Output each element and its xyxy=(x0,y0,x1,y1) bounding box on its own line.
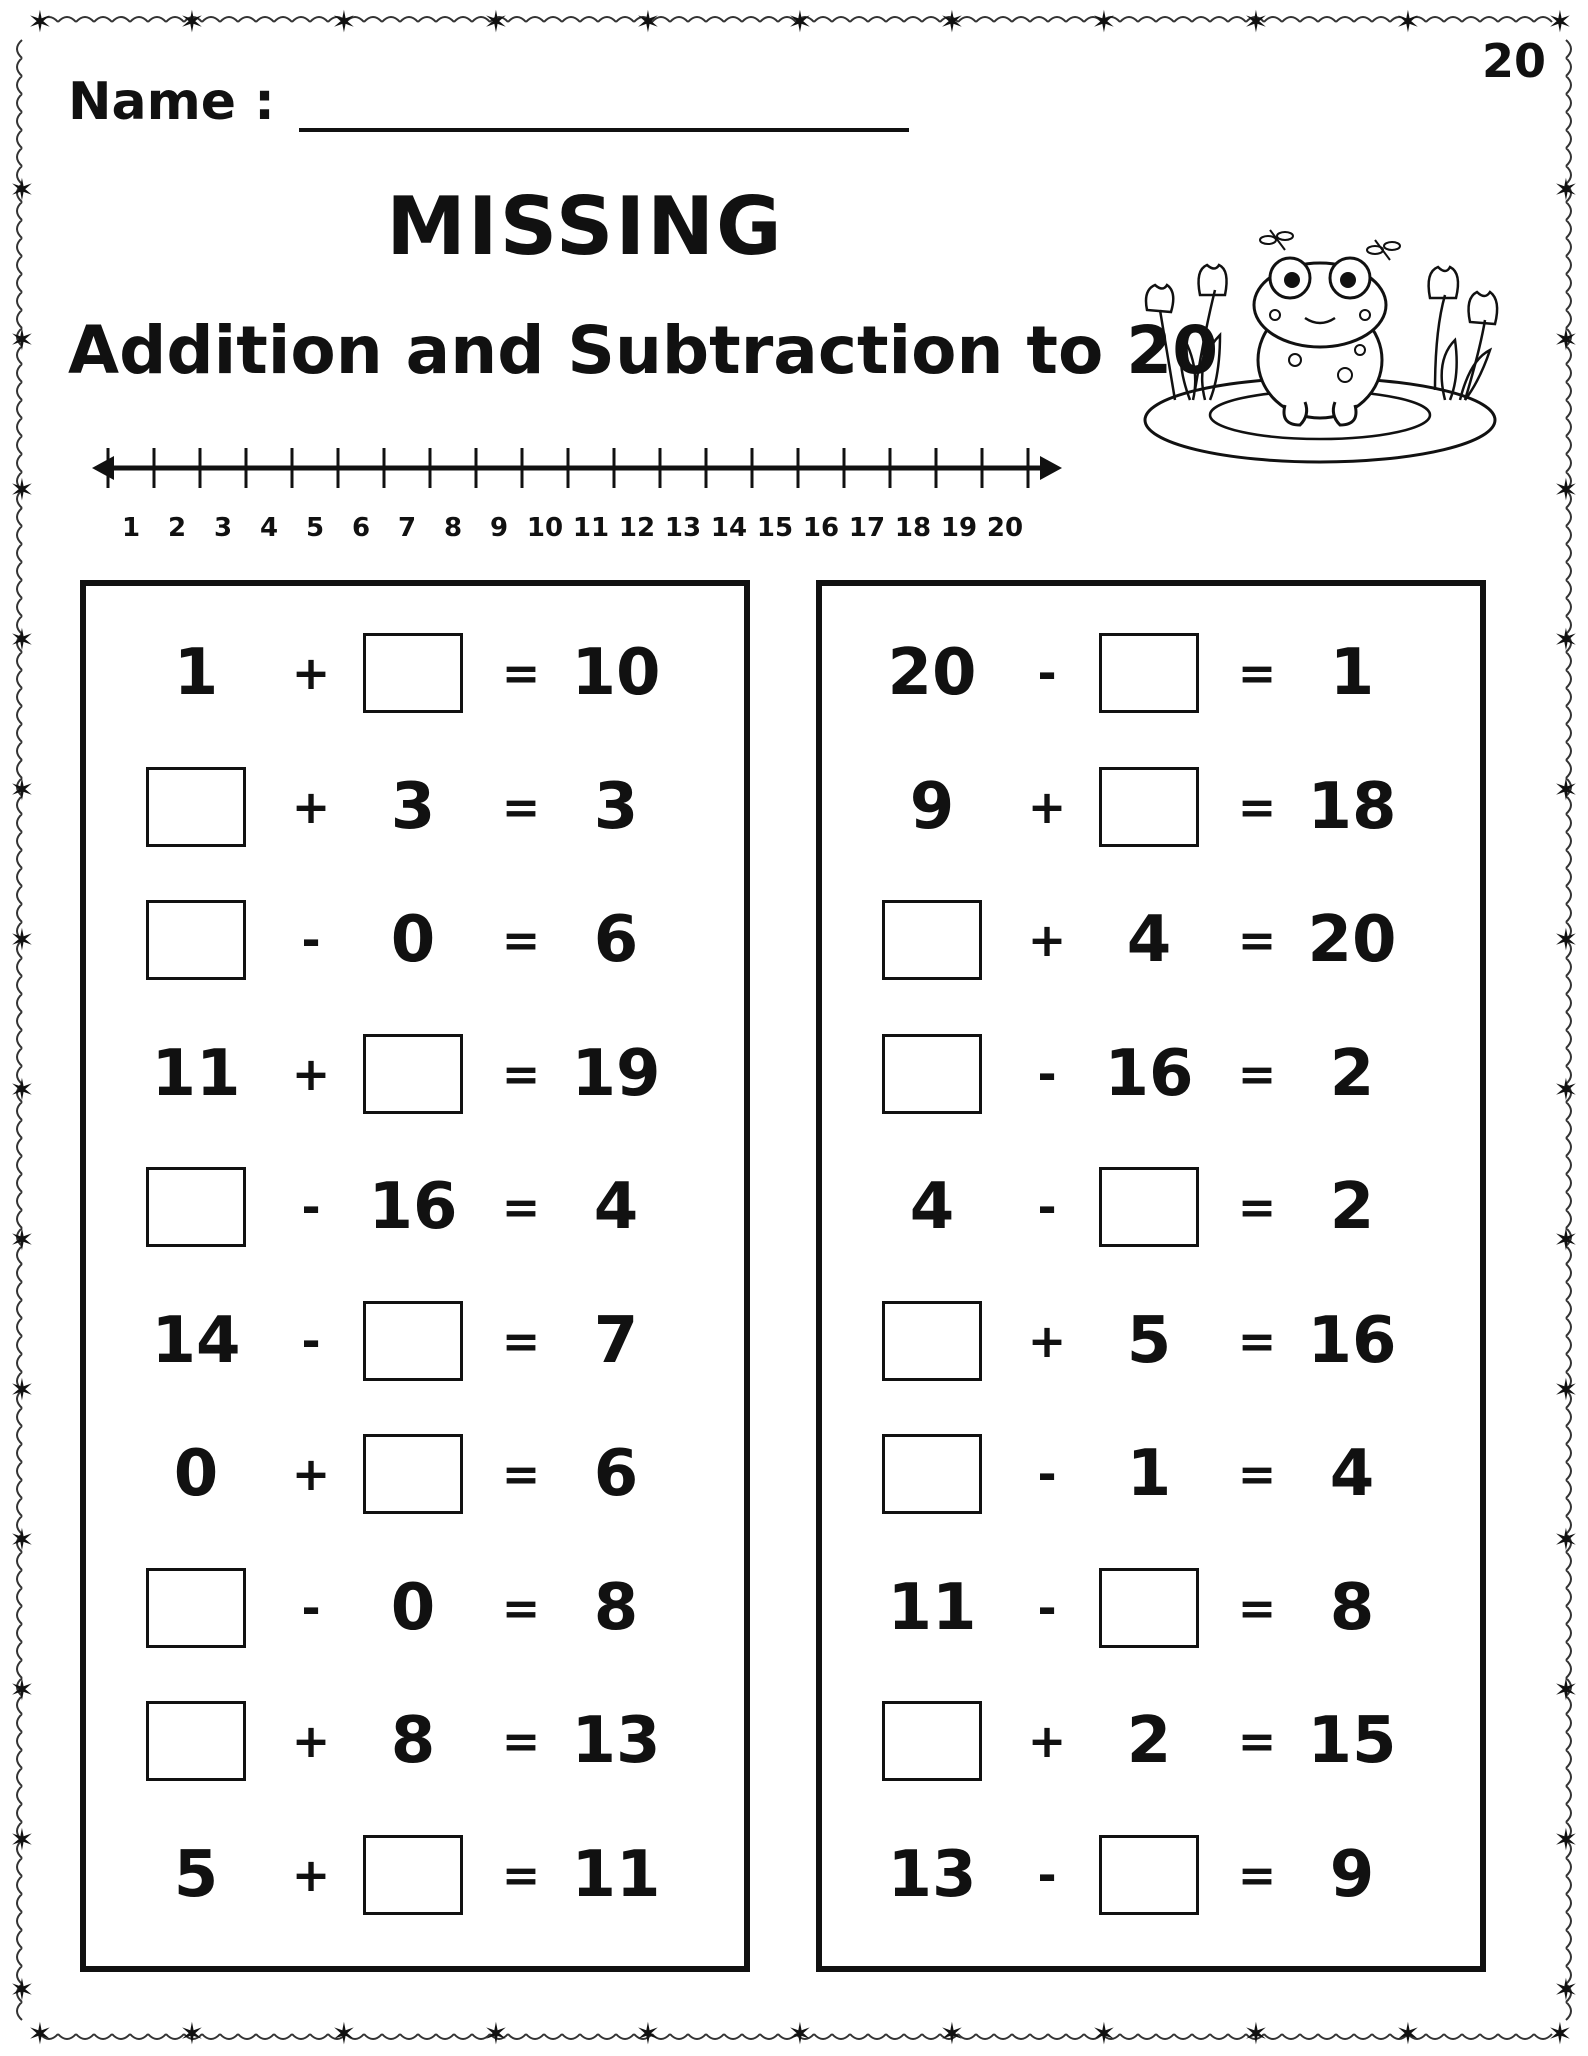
star-icon: ✶ xyxy=(1553,473,1579,508)
result-number: 18 xyxy=(1307,769,1397,844)
answer-box-cell xyxy=(1094,1565,1204,1651)
second-number: 3 xyxy=(390,769,436,844)
number-line-label: 1 xyxy=(121,513,141,543)
answer-box[interactable] xyxy=(1099,1167,1199,1247)
arrow-left-icon xyxy=(92,456,114,480)
equation-row xyxy=(86,897,744,983)
equation-row xyxy=(86,1164,744,1250)
answer-box[interactable] xyxy=(882,1701,982,1781)
star-icon: ✶ xyxy=(9,773,35,808)
operator-sign: - xyxy=(301,1180,321,1234)
name-row xyxy=(68,72,909,132)
star-icon: ✶ xyxy=(9,323,35,358)
star-icon: ✶ xyxy=(1395,2017,1421,2052)
star-icon: ✶ xyxy=(483,5,509,40)
star-icon: ✶ xyxy=(939,2017,965,2052)
result-number: 4 xyxy=(593,1170,639,1244)
answer-box[interactable] xyxy=(146,1701,246,1781)
right-problem-panel xyxy=(816,580,1486,1972)
answer-box-cell xyxy=(358,1298,468,1384)
star-icon: ✶ xyxy=(9,1973,35,2008)
star-icon: ✶ xyxy=(1553,923,1579,958)
operator-sign: + xyxy=(291,1714,331,1768)
answer-box-cell xyxy=(877,1031,987,1117)
star-icon: ✶ xyxy=(9,923,35,958)
equation-row xyxy=(822,1698,1480,1784)
operator-sign: - xyxy=(1037,1447,1057,1501)
left-problem-panel xyxy=(80,580,750,1972)
star-icon: ✶ xyxy=(1547,2017,1573,2052)
star-icon: ✶ xyxy=(1553,323,1579,358)
operator-sign: - xyxy=(1037,1180,1057,1234)
star-icon: ✶ xyxy=(1553,1523,1579,1558)
answer-box[interactable] xyxy=(1099,1835,1199,1915)
number-line-label: 6 xyxy=(351,513,371,543)
star-icon: ✶ xyxy=(1553,773,1579,808)
star-icon: ✶ xyxy=(331,5,357,40)
number-line-label: 4 xyxy=(259,513,279,543)
equals-sign: = xyxy=(501,913,541,967)
number-line-label: 13 xyxy=(664,513,702,543)
first-number: 0 xyxy=(173,1437,219,1511)
equation-row xyxy=(822,764,1480,850)
equation-row xyxy=(86,1431,744,1517)
equation-row xyxy=(86,1832,744,1918)
answer-box-cell xyxy=(1094,1832,1204,1918)
answer-box[interactable] xyxy=(1099,633,1199,713)
operator-sign: + xyxy=(291,779,331,834)
first-number: 1 xyxy=(173,636,219,710)
equals-sign: = xyxy=(501,1714,541,1768)
answer-box[interactable] xyxy=(363,1301,463,1381)
star-icon: ✶ xyxy=(635,5,661,40)
answer-box[interactable] xyxy=(363,633,463,713)
star-icon: ✶ xyxy=(1553,1673,1579,1708)
equation-row xyxy=(822,1298,1480,1384)
star-icon: ✶ xyxy=(27,5,53,40)
equals-sign: = xyxy=(1237,1714,1277,1768)
answer-box-cell xyxy=(1094,764,1204,850)
number-line-label: 18 xyxy=(894,513,932,543)
second-number: 2 xyxy=(1126,1704,1172,1778)
answer-box[interactable] xyxy=(146,1568,246,1648)
equation-row xyxy=(86,1298,744,1384)
page-title: MISSING xyxy=(386,180,784,273)
answer-box[interactable] xyxy=(1099,1568,1199,1648)
result-number: 8 xyxy=(1329,1570,1375,1645)
number-line-label: 16 xyxy=(802,513,840,543)
operator-sign: - xyxy=(1037,1046,1057,1101)
operator-sign: + xyxy=(1027,913,1067,967)
equation-row xyxy=(86,630,744,716)
number-line-label: 2 xyxy=(167,513,187,543)
equation-row xyxy=(86,1698,744,1784)
result-number: 15 xyxy=(1307,1704,1397,1778)
equals-sign: = xyxy=(1237,913,1277,967)
star-icon: ✶ xyxy=(1395,5,1421,40)
star-icon: ✶ xyxy=(9,1823,35,1858)
equals-sign: = xyxy=(501,1313,541,1368)
result-number: 2 xyxy=(1329,1036,1375,1111)
result-number: 6 xyxy=(593,903,639,977)
answer-box-cell xyxy=(877,1431,987,1517)
frog-on-lily-pad-icon xyxy=(1135,210,1505,470)
star-icon: ✶ xyxy=(179,2017,205,2052)
equals-sign: = xyxy=(501,779,541,834)
answer-box[interactable] xyxy=(882,1034,982,1114)
number-line-label: 9 xyxy=(489,513,509,543)
result-number: 19 xyxy=(571,1036,661,1111)
answer-box-cell xyxy=(358,1031,468,1117)
star-icon: ✶ xyxy=(1547,5,1573,40)
result-number: 8 xyxy=(593,1570,639,1645)
star-icon: ✶ xyxy=(9,1223,35,1258)
answer-box[interactable] xyxy=(363,1034,463,1114)
equals-sign: = xyxy=(501,1180,541,1234)
answer-box-cell xyxy=(877,1298,987,1384)
star-icon: ✶ xyxy=(1553,1073,1579,1108)
answer-box-cell xyxy=(1094,1164,1204,1250)
star-icon: ✶ xyxy=(9,1673,35,1708)
number-line-label: 11 xyxy=(572,513,610,543)
second-number: 0 xyxy=(390,903,436,977)
answer-box-cell xyxy=(877,1698,987,1784)
first-number: 13 xyxy=(887,1837,977,1912)
star-icon: ✶ xyxy=(9,1523,35,1558)
equals-sign: = xyxy=(1237,779,1277,834)
operator-sign: - xyxy=(1037,1580,1057,1635)
number-line-label: 19 xyxy=(940,513,978,543)
number-line-label: 5 xyxy=(305,513,325,543)
first-number: 5 xyxy=(173,1837,219,1912)
star-icon: ✶ xyxy=(635,2017,661,2052)
answer-box[interactable] xyxy=(1099,767,1199,847)
equals-sign: = xyxy=(501,646,541,700)
equals-sign: = xyxy=(501,1447,541,1501)
equals-sign: = xyxy=(501,1847,541,1902)
page-subtitle: Addition and Subtraction to 20 xyxy=(68,312,1219,389)
answer-box-cell xyxy=(358,630,468,716)
number-line-label: 20 xyxy=(986,513,1024,543)
operator-sign: - xyxy=(1037,646,1057,700)
second-number: 0 xyxy=(390,1570,436,1645)
equals-sign: = xyxy=(1237,1847,1277,1902)
number-line-label: 12 xyxy=(618,513,656,543)
operator-sign: + xyxy=(1027,779,1067,834)
page-number: 20 xyxy=(1481,34,1546,88)
result-number: 1 xyxy=(1329,636,1375,710)
star-icon: ✶ xyxy=(1553,1823,1579,1858)
star-icon: ✶ xyxy=(9,623,35,658)
answer-box-cell xyxy=(141,1565,251,1651)
star-icon: ✶ xyxy=(787,5,813,40)
operator-sign: + xyxy=(1027,1313,1067,1368)
answer-box[interactable] xyxy=(146,767,246,847)
name-label: Name : xyxy=(68,72,275,132)
second-number: 16 xyxy=(1104,1036,1194,1111)
arrow-right-icon xyxy=(1040,456,1062,480)
number-line-label: 15 xyxy=(756,513,794,543)
equation-row xyxy=(822,1565,1480,1651)
star-icon: ✶ xyxy=(1553,173,1579,208)
equation-row xyxy=(86,1565,744,1651)
star-icon: ✶ xyxy=(1553,1373,1579,1408)
second-number: 1 xyxy=(1126,1437,1172,1511)
operator-sign: + xyxy=(291,646,331,700)
star-icon: ✶ xyxy=(9,1373,35,1408)
answer-box-cell xyxy=(358,1832,468,1918)
answer-box-cell xyxy=(141,1698,251,1784)
answer-box[interactable] xyxy=(363,1434,463,1514)
answer-box-cell xyxy=(358,1431,468,1517)
number-line-label: 14 xyxy=(710,513,748,543)
answer-box[interactable] xyxy=(146,900,246,980)
star-icon: ✶ xyxy=(9,1073,35,1108)
answer-box[interactable] xyxy=(882,1434,982,1514)
second-number: 8 xyxy=(390,1704,436,1778)
answer-box[interactable] xyxy=(882,900,982,980)
second-number: 5 xyxy=(1126,1303,1172,1378)
result-number: 6 xyxy=(593,1437,639,1511)
star-icon: ✶ xyxy=(483,2017,509,2052)
number-line xyxy=(82,440,1072,550)
result-number: 16 xyxy=(1307,1303,1397,1378)
number-line-label: 17 xyxy=(848,513,886,543)
answer-box-cell xyxy=(141,1164,251,1250)
answer-box-cell xyxy=(141,764,251,850)
equals-sign: = xyxy=(1237,1180,1277,1234)
equation-row xyxy=(822,1164,1480,1250)
equation-row xyxy=(822,1832,1480,1918)
name-input-line[interactable] xyxy=(299,82,909,132)
star-icon: ✶ xyxy=(27,2017,53,2052)
answer-box[interactable] xyxy=(882,1301,982,1381)
result-number: 2 xyxy=(1329,1170,1375,1244)
operator-sign: - xyxy=(301,913,321,967)
equation-row xyxy=(86,1031,744,1117)
equals-sign: = xyxy=(1237,1447,1277,1501)
equals-sign: = xyxy=(1237,646,1277,700)
star-icon: ✶ xyxy=(1091,2017,1117,2052)
first-number: 9 xyxy=(909,769,955,844)
star-icon: ✶ xyxy=(939,5,965,40)
answer-box-cell xyxy=(141,897,251,983)
result-number: 10 xyxy=(571,636,661,710)
equation-row xyxy=(822,897,1480,983)
result-number: 7 xyxy=(593,1303,639,1378)
equation-row xyxy=(822,1431,1480,1517)
equals-sign: = xyxy=(501,1046,541,1101)
equation-row xyxy=(822,1031,1480,1117)
answer-box-cell xyxy=(1094,630,1204,716)
equation-row xyxy=(86,764,744,850)
number-line-label: 7 xyxy=(397,513,417,543)
first-number: 20 xyxy=(887,636,977,710)
star-icon: ✶ xyxy=(9,173,35,208)
answer-box[interactable] xyxy=(146,1167,246,1247)
operator-sign: - xyxy=(301,1313,321,1368)
number-line-label: 3 xyxy=(213,513,233,543)
star-icon: ✶ xyxy=(1243,2017,1269,2052)
star-icon: ✶ xyxy=(331,2017,357,2052)
equals-sign: = xyxy=(501,1580,541,1635)
result-number: 9 xyxy=(1329,1837,1375,1912)
result-number: 3 xyxy=(593,769,639,844)
star-icon: ✶ xyxy=(1553,623,1579,658)
first-number: 4 xyxy=(909,1170,955,1244)
first-number: 11 xyxy=(887,1570,977,1645)
star-icon: ✶ xyxy=(1553,1973,1579,2008)
number-line-label: 8 xyxy=(443,513,463,543)
first-number: 11 xyxy=(151,1036,241,1111)
equals-sign: = xyxy=(1237,1580,1277,1635)
operator-sign: + xyxy=(291,1847,331,1902)
equals-sign: = xyxy=(1237,1313,1277,1368)
answer-box-cell xyxy=(877,897,987,983)
second-number: 16 xyxy=(368,1170,458,1244)
operator-sign: - xyxy=(1037,1847,1057,1902)
result-number: 4 xyxy=(1329,1437,1375,1511)
star-icon: ✶ xyxy=(179,5,205,40)
star-icon: ✶ xyxy=(9,473,35,508)
operator-sign: - xyxy=(301,1580,321,1635)
equation-row xyxy=(822,630,1480,716)
operator-sign: + xyxy=(291,1046,331,1101)
star-icon: ✶ xyxy=(787,2017,813,2052)
result-number: 20 xyxy=(1307,903,1397,977)
first-number: 14 xyxy=(151,1303,241,1378)
second-number: 4 xyxy=(1126,903,1172,977)
number-line-label: 10 xyxy=(526,513,564,543)
answer-box[interactable] xyxy=(363,1835,463,1915)
star-icon: ✶ xyxy=(1091,5,1117,40)
result-number: 11 xyxy=(571,1837,661,1912)
star-icon: ✶ xyxy=(1243,5,1269,40)
operator-sign: + xyxy=(1027,1714,1067,1768)
equals-sign: = xyxy=(1237,1046,1277,1101)
result-number: 13 xyxy=(571,1704,661,1778)
operator-sign: + xyxy=(291,1447,331,1501)
star-icon: ✶ xyxy=(1553,1223,1579,1258)
